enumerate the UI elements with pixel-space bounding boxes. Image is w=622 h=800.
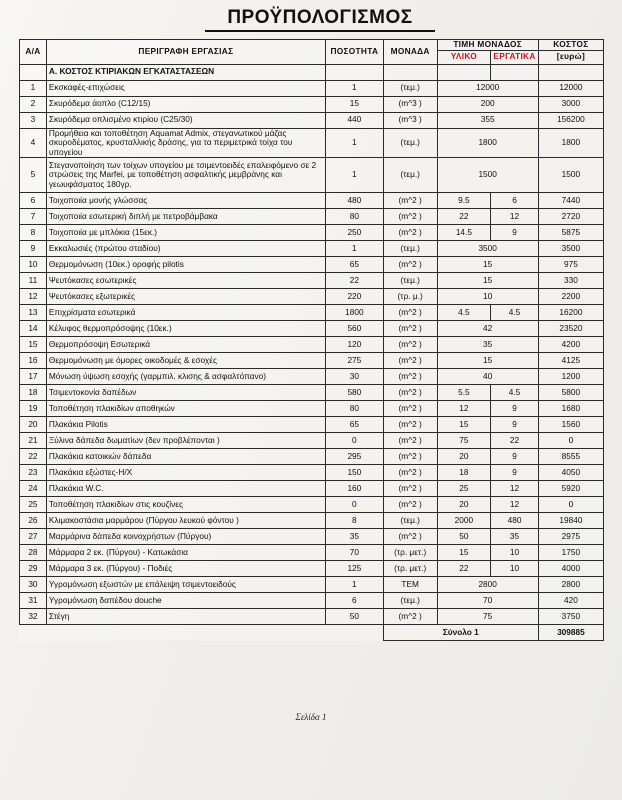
row-aa: 27 <box>20 529 47 545</box>
row-quantity: 8 <box>325 513 383 529</box>
row-description: Θερμομόνωση (10εκ.) οροφής pilotis <box>46 257 325 273</box>
row-quantity: 275 <box>325 353 383 369</box>
row-aa: 15 <box>20 337 47 353</box>
row-quantity: 6 <box>325 593 383 609</box>
row-unit-price: 355 <box>437 112 538 128</box>
row-description: Πλακάκια Pilotis <box>46 417 325 433</box>
row-cost: 1800 <box>538 128 603 158</box>
row-description: Υγρομόνωση εξωστών με επάλειψη τσιμεντοειδούς <box>46 577 325 593</box>
row-description: Μόνωση ύψωση εσοχής (γαρμπιλ. κλισης & ασφαλτόπανο) <box>46 369 325 385</box>
row-quantity: 22 <box>325 273 383 289</box>
section-title-row <box>20 64 604 80</box>
section-p1 <box>437 64 491 80</box>
table-row <box>20 481 604 497</box>
table-row <box>20 225 604 241</box>
table-row <box>20 513 604 529</box>
row-unit-price: 42 <box>437 321 538 337</box>
row-description: Υγρομόνωση δαπέδου douche <box>46 593 325 609</box>
row-unit-price: 10 <box>437 289 538 305</box>
section-qty <box>325 64 383 80</box>
row-quantity: 560 <box>325 321 383 337</box>
row-unit: (m^2 ) <box>383 305 437 321</box>
row-quantity: 220 <box>325 289 383 305</box>
row-description: Πλακάκια W.C. <box>46 481 325 497</box>
row-aa: 2 <box>20 96 47 112</box>
row-unit-price-material: 22 <box>437 209 491 225</box>
row-unit: (τρ. μετ.) <box>383 545 437 561</box>
row-unit: (τεμ.) <box>383 273 437 289</box>
table-row <box>20 433 604 449</box>
row-unit: (m^2 ) <box>383 321 437 337</box>
row-quantity: 1 <box>325 577 383 593</box>
row-unit: (m^2 ) <box>383 529 437 545</box>
row-aa: 22 <box>20 449 47 465</box>
row-quantity: 80 <box>325 209 383 225</box>
row-description: Προμήθεια και τοποθέτηση Aquamat Admix, στεγανωτικού μάζας σκυροδέματος, κρυσταλλικής δράσης, για τα περιμετρικά τοίχα του υπογείου <box>46 128 325 158</box>
section-unit <box>383 64 437 80</box>
row-cost: 0 <box>538 433 603 449</box>
row-aa: 4 <box>20 128 47 158</box>
row-aa: 26 <box>20 513 47 529</box>
row-unit: (m^2 ) <box>383 481 437 497</box>
row-description: Τοιχοποιία μονής γλώσσας <box>46 193 325 209</box>
row-quantity: 150 <box>325 465 383 481</box>
row-aa: 7 <box>20 209 47 225</box>
row-description: Πλακάκια εξώστες-Η/Χ <box>46 465 325 481</box>
row-unit: (m^3 ) <box>383 96 437 112</box>
row-aa: 20 <box>20 417 47 433</box>
table-header-row <box>20 40 604 51</box>
row-description: Τοποθέτηση πλακιδίων στις κουζίνες <box>46 497 325 513</box>
section-p2 <box>491 64 539 80</box>
row-aa: 12 <box>20 289 47 305</box>
row-unit: (m^2 ) <box>383 257 437 273</box>
row-aa: 14 <box>20 321 47 337</box>
row-unit-price-labor: 480 <box>491 513 539 529</box>
section-cost <box>538 64 603 80</box>
row-description: Κλιμακοστάσια μαρμάρου (Πύργου λευκού φόντου ) <box>46 513 325 529</box>
row-unit: ΤΕΜ <box>383 577 437 593</box>
row-aa: 1 <box>20 80 47 96</box>
row-quantity: 50 <box>325 609 383 625</box>
row-unit: (τεμ.) <box>383 241 437 257</box>
row-aa: 30 <box>20 577 47 593</box>
row-aa: 19 <box>20 401 47 417</box>
row-unit-price-labor: 9 <box>491 465 539 481</box>
row-unit: (m^2 ) <box>383 401 437 417</box>
row-description: Κέλυφος θερμοπρόσοψης (10εκ.) <box>46 321 325 337</box>
row-unit: (τρ. μ.) <box>383 289 437 305</box>
row-unit-price: 75 <box>437 609 538 625</box>
table-row <box>20 401 604 417</box>
row-description: Ψευτόκασες εξωτερικές <box>46 289 325 305</box>
row-unit: (m^2 ) <box>383 497 437 513</box>
row-quantity: 65 <box>325 417 383 433</box>
row-quantity: 65 <box>325 257 383 273</box>
row-description: Στεγανοποίηση των τοίχων υπογείου με τσιμεντοειδές επαλειφόμενο σε 2 στρώσεις της Marfei, με τοποθέτηση ασφαλτικής μεμβράνης και γεωυφάσματος 180γρ. <box>46 158 325 193</box>
total-row <box>20 625 604 641</box>
row-aa: 16 <box>20 353 47 369</box>
row-cost: 4125 <box>538 353 603 369</box>
row-unit: (τεμ.) <box>383 80 437 96</box>
header-cost-currency: [ευρώ] <box>538 50 603 64</box>
row-quantity: 120 <box>325 337 383 353</box>
row-unit: (m^2 ) <box>383 209 437 225</box>
table-row <box>20 593 604 609</box>
row-unit: (τεμ.) <box>383 158 437 193</box>
row-unit-price: 3500 <box>437 241 538 257</box>
table-row <box>20 209 604 225</box>
row-cost: 1750 <box>538 545 603 561</box>
row-quantity: 440 <box>325 112 383 128</box>
total-value: 309885 <box>538 625 603 641</box>
row-description: Τοιχοποιία εσωτερική διπλή με πετροβάμβακα <box>46 209 325 225</box>
row-cost: 5920 <box>538 481 603 497</box>
row-unit: (τεμ.) <box>383 128 437 158</box>
row-unit-price: 70 <box>437 593 538 609</box>
row-unit-price-material: 9.5 <box>437 193 491 209</box>
row-unit: (m^3 ) <box>383 112 437 128</box>
row-description: Τοποθέτηση πλακιδίων αποθηκών <box>46 401 325 417</box>
header-unit: ΜΟΝΑΔΑ <box>383 40 437 65</box>
row-cost: 2720 <box>538 209 603 225</box>
table-row <box>20 417 604 433</box>
row-cost: 975 <box>538 257 603 273</box>
table-row <box>20 369 604 385</box>
row-unit-price-material: 25 <box>437 481 491 497</box>
row-quantity: 70 <box>325 545 383 561</box>
row-cost: 23520 <box>538 321 603 337</box>
row-cost: 2800 <box>538 577 603 593</box>
table-row <box>20 321 604 337</box>
row-cost: 5800 <box>538 385 603 401</box>
table-row <box>20 112 604 128</box>
row-description: Εκσκαφές-επιχώσεις <box>46 80 325 96</box>
row-unit: (m^2 ) <box>383 193 437 209</box>
row-aa: 5 <box>20 158 47 193</box>
row-unit: (m^2 ) <box>383 353 437 369</box>
row-cost: 420 <box>538 593 603 609</box>
row-description: Τσιμεντοκονία δαπέδων <box>46 385 325 401</box>
header-unit-price-labor: ΕΡΓΑΤΙΚΑ <box>491 50 539 64</box>
row-aa: 32 <box>20 609 47 625</box>
row-cost: 2975 <box>538 529 603 545</box>
table-row <box>20 96 604 112</box>
row-description: Στέγη <box>46 609 325 625</box>
page-title: ΠΡΟΫΠΟΛΟΓΙΣΜΟΣ <box>205 7 435 32</box>
row-aa: 17 <box>20 369 47 385</box>
table-row <box>20 561 604 577</box>
row-unit-price: 15 <box>437 257 538 273</box>
row-unit-price-material: 20 <box>437 497 491 513</box>
row-aa: 9 <box>20 241 47 257</box>
row-unit-price-material: 22 <box>437 561 491 577</box>
header-quantity: ΠΟΣΟΤΗΤΑ <box>325 40 383 65</box>
header-unit-price: ΤΙΜΗ ΜΟΝΑΔΟΣ <box>437 40 538 51</box>
header-description: ΠΕΡΙΓΡΑΦΗ ΕΡΓΑΣΙΑΣ <box>46 40 325 65</box>
table-row <box>20 545 604 561</box>
row-unit-price-material: 14.5 <box>437 225 491 241</box>
row-aa: 31 <box>20 593 47 609</box>
table-row <box>20 80 604 96</box>
row-cost: 3000 <box>538 96 603 112</box>
row-unit-price: 12000 <box>437 80 538 96</box>
row-cost: 156200 <box>538 112 603 128</box>
row-unit-price: 15 <box>437 273 538 289</box>
row-unit-price-material: 18 <box>437 465 491 481</box>
row-quantity: 1 <box>325 241 383 257</box>
row-cost: 4000 <box>538 561 603 577</box>
row-unit-price-labor: 4.5 <box>491 305 539 321</box>
row-quantity: 480 <box>325 193 383 209</box>
row-description: Μάρμαρα 3 εκ. (Πύργου) - Ποδιές <box>46 561 325 577</box>
row-unit-price-material: 2000 <box>437 513 491 529</box>
row-unit-price-labor: 10 <box>491 561 539 577</box>
row-unit-price-material: 4.5 <box>437 305 491 321</box>
row-cost: 1560 <box>538 417 603 433</box>
row-quantity: 30 <box>325 369 383 385</box>
section-title: Α. ΚΟΣΤΟΣ ΚΤΙΡΙΑΚΩΝ ΕΓΚΑΤΑΣΤΑΣΕΩΝ <box>46 64 325 80</box>
total-label: Σύνολο 1 <box>383 625 538 641</box>
row-unit: (m^2 ) <box>383 225 437 241</box>
row-unit-price-labor: 12 <box>491 209 539 225</box>
table-row <box>20 353 604 369</box>
row-cost: 4200 <box>538 337 603 353</box>
table-row <box>20 529 604 545</box>
table-row <box>20 577 604 593</box>
row-cost: 2200 <box>538 289 603 305</box>
table-row <box>20 158 604 193</box>
row-aa: 13 <box>20 305 47 321</box>
row-description: Μάρμαρα 2 εκ. (Πύργου) - Κατωκάσια <box>46 545 325 561</box>
table-row <box>20 449 604 465</box>
table-row <box>20 465 604 481</box>
row-unit-price: 200 <box>437 96 538 112</box>
row-unit: (τρ. μετ.) <box>383 561 437 577</box>
row-unit-price-labor: 4.5 <box>491 385 539 401</box>
row-aa: 21 <box>20 433 47 449</box>
row-quantity: 1 <box>325 158 383 193</box>
row-cost: 12000 <box>538 80 603 96</box>
row-aa: 8 <box>20 225 47 241</box>
row-quantity: 250 <box>325 225 383 241</box>
row-unit-price: 35 <box>437 337 538 353</box>
row-cost: 5875 <box>538 225 603 241</box>
row-unit: (m^2 ) <box>383 433 437 449</box>
table-row <box>20 497 604 513</box>
row-quantity: 580 <box>325 385 383 401</box>
row-cost: 330 <box>538 273 603 289</box>
row-unit-price-labor: 22 <box>491 433 539 449</box>
row-description: Τοιχοποιία με μπλόκια (15εκ.) <box>46 225 325 241</box>
row-cost: 0 <box>538 497 603 513</box>
row-description: Εκκαλωσιές (πρώτου σταδίου) <box>46 241 325 257</box>
row-description: Πλακάκια κατοικιών δάπεδα <box>46 449 325 465</box>
row-unit-price-material: 15 <box>437 545 491 561</box>
row-aa: 18 <box>20 385 47 401</box>
table-row <box>20 609 604 625</box>
row-quantity: 0 <box>325 433 383 449</box>
row-unit-price-material: 15 <box>437 417 491 433</box>
row-unit: (m^2 ) <box>383 369 437 385</box>
row-unit-price-material: 20 <box>437 449 491 465</box>
row-unit-price-labor: 9 <box>491 225 539 241</box>
row-aa: 23 <box>20 465 47 481</box>
row-unit-price: 2800 <box>437 577 538 593</box>
row-quantity: 0 <box>325 497 383 513</box>
row-unit-price-material: 5.5 <box>437 385 491 401</box>
row-cost: 19840 <box>538 513 603 529</box>
page-number: Σελίδα 1 <box>295 712 327 722</box>
total-spacer-desc <box>46 625 325 641</box>
row-unit-price-labor: 12 <box>491 497 539 513</box>
row-aa: 29 <box>20 561 47 577</box>
row-unit-price-labor: 10 <box>491 545 539 561</box>
row-cost: 16200 <box>538 305 603 321</box>
row-unit: (m^2 ) <box>383 337 437 353</box>
row-cost: 4050 <box>538 465 603 481</box>
table-row <box>20 305 604 321</box>
row-aa: 28 <box>20 545 47 561</box>
table-row <box>20 289 604 305</box>
row-unit-price-labor: 9 <box>491 417 539 433</box>
row-unit: (τεμ.) <box>383 593 437 609</box>
header-aa: Α/Α <box>20 40 47 65</box>
row-unit-price-labor: 6 <box>491 193 539 209</box>
row-description: Σκυρόδεμα άοπλο (C12/15) <box>46 96 325 112</box>
row-aa: 3 <box>20 112 47 128</box>
table-row <box>20 241 604 257</box>
row-aa: 10 <box>20 257 47 273</box>
row-unit-price-labor: 9 <box>491 401 539 417</box>
row-description: Μαρμάρινα δάπεδα κοινοχρήστων (Πύργου) <box>46 529 325 545</box>
row-description: Θερμοπρόσοψη Εσωτερικά <box>46 337 325 353</box>
table-row <box>20 337 604 353</box>
row-description: Θερμομόνωση με όμορες οικοδομές & εσοχές <box>46 353 325 369</box>
budget-table <box>19 39 604 641</box>
table-row <box>20 193 604 209</box>
table-row <box>20 128 604 158</box>
header-unit-price-material: ΥΛΙΚΟ <box>437 50 491 64</box>
row-unit-price-material: 12 <box>437 401 491 417</box>
row-unit-price: 1800 <box>437 128 538 158</box>
row-quantity: 125 <box>325 561 383 577</box>
row-cost: 3750 <box>538 609 603 625</box>
row-unit: (m^2 ) <box>383 385 437 401</box>
row-quantity: 1800 <box>325 305 383 321</box>
row-quantity: 1 <box>325 128 383 158</box>
row-aa: 6 <box>20 193 47 209</box>
row-quantity: 1 <box>325 80 383 96</box>
row-unit: (m^2 ) <box>383 417 437 433</box>
row-unit: (m^2 ) <box>383 609 437 625</box>
row-description: Ψευτόκασες εσωτερικές <box>46 273 325 289</box>
row-aa: 25 <box>20 497 47 513</box>
row-description: Επιχρίσματα εσωτερικά <box>46 305 325 321</box>
row-unit: (m^2 ) <box>383 465 437 481</box>
row-unit-price-material: 75 <box>437 433 491 449</box>
row-unit-price: 1500 <box>437 158 538 193</box>
section-aa <box>20 64 47 80</box>
row-aa: 11 <box>20 273 47 289</box>
row-quantity: 160 <box>325 481 383 497</box>
row-cost: 3500 <box>538 241 603 257</box>
table-row <box>20 257 604 273</box>
row-quantity: 80 <box>325 401 383 417</box>
row-unit-price: 15 <box>437 353 538 369</box>
row-aa: 24 <box>20 481 47 497</box>
row-unit-price-labor: 9 <box>491 449 539 465</box>
row-unit-price: 40 <box>437 369 538 385</box>
total-spacer-qty <box>325 625 383 641</box>
header-cost: ΚΟΣΤΟΣ <box>538 40 603 51</box>
row-cost: 1500 <box>538 158 603 193</box>
table-row <box>20 273 604 289</box>
total-spacer-aa <box>20 625 47 641</box>
row-unit-price-labor: 12 <box>491 481 539 497</box>
row-quantity: 35 <box>325 529 383 545</box>
row-unit-price-labor: 35 <box>491 529 539 545</box>
row-description: Ξύλινα δάπεδα δωματίων (δεν προβλέπονται ) <box>46 433 325 449</box>
row-unit-price-material: 50 <box>437 529 491 545</box>
row-cost: 7440 <box>538 193 603 209</box>
row-cost: 1680 <box>538 401 603 417</box>
row-cost: 8555 <box>538 449 603 465</box>
row-description: Σκυρόδεμα οπλισμένο κτιρίου (C25/30) <box>46 112 325 128</box>
row-quantity: 295 <box>325 449 383 465</box>
table-row <box>20 385 604 401</box>
row-quantity: 15 <box>325 96 383 112</box>
row-unit: (τεμ.) <box>383 513 437 529</box>
row-unit: (m^2 ) <box>383 449 437 465</box>
row-cost: 1200 <box>538 369 603 385</box>
